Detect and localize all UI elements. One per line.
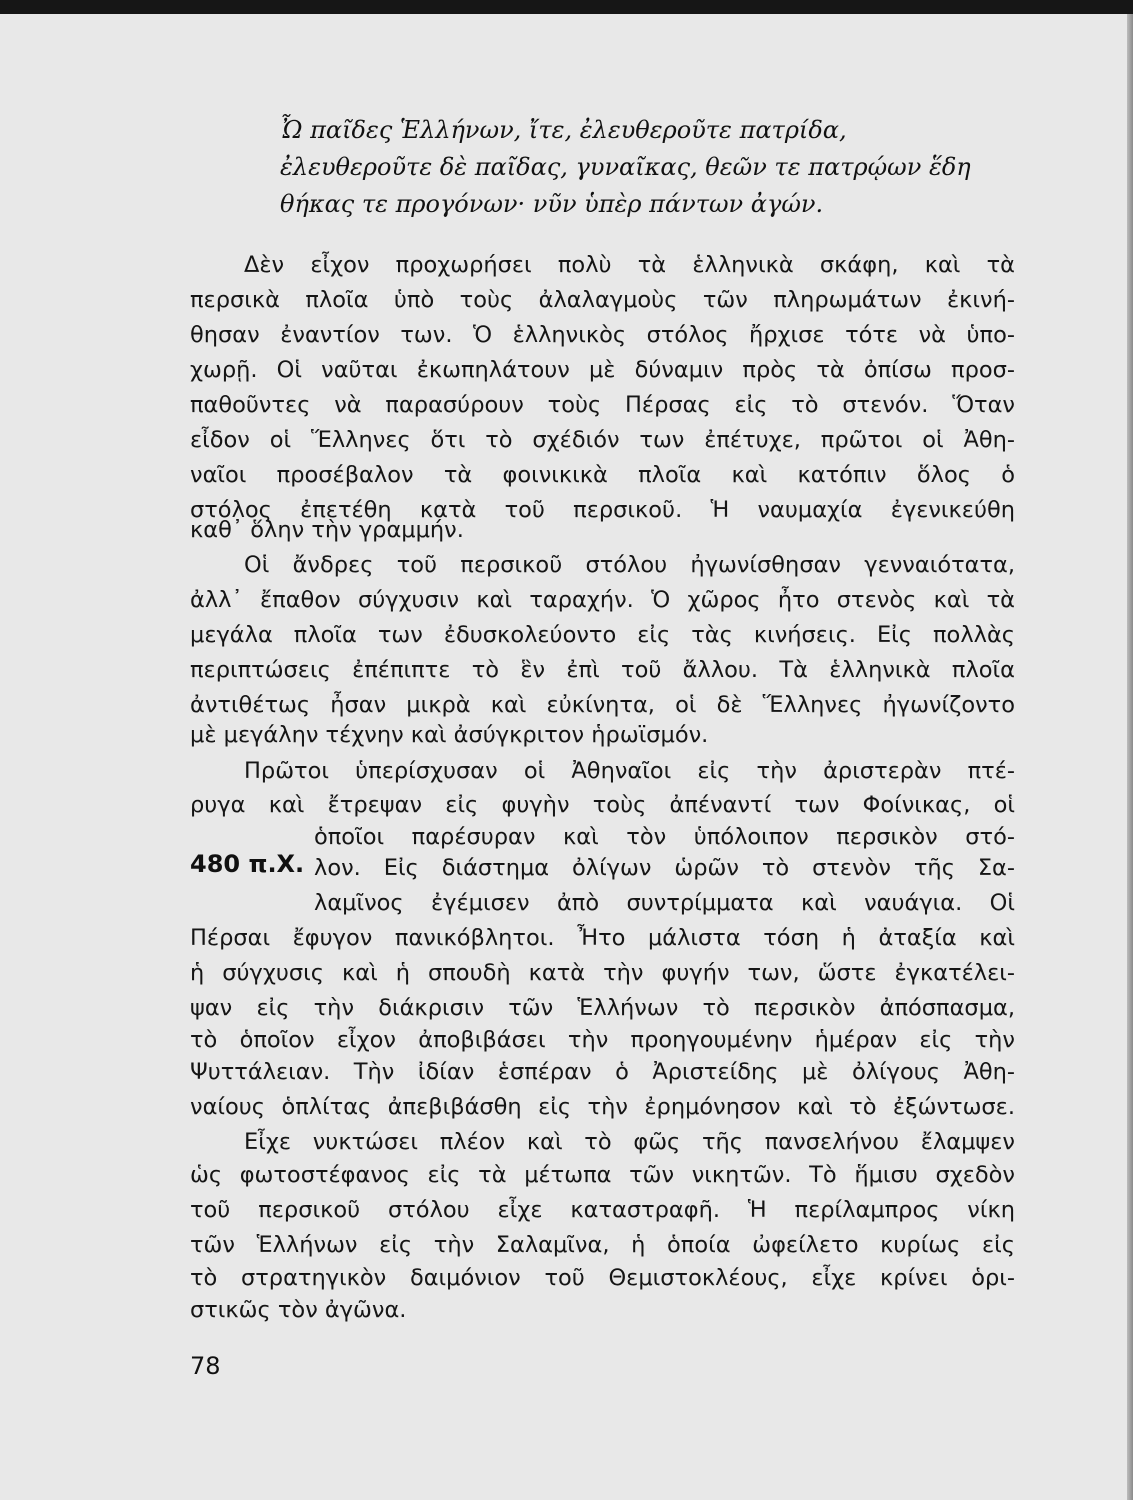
scan-top-border — [0, 0, 1133, 14]
text-line: στικῶς τὸν ἀγῶνα. — [190, 1297, 407, 1323]
margin-date-note: 480 π.Χ. — [190, 850, 305, 878]
text-line: ἀλλ᾽ ἔπαθον σύγχυσιν καὶ ταραχήν. Ὁ χῶρος ἦτο στενὸς καὶ τὰ — [190, 587, 1015, 613]
text-line: Ψυττάλειαν. Τὴν ἰδίαν ἑσπέραν ὁ Ἀριστείδης μὲ ὀλίγους Ἀθη- — [190, 1059, 1015, 1085]
text-line: Οἱ ἄνδρες τοῦ περσικοῦ στόλου ἠγωνίσθησαν γενναιότατα, — [244, 552, 1015, 578]
text-line: ἀντιθέτως ἦσαν μικρὰ καὶ εὐκίνητα, οἱ δὲ Ἕλληνες ἠγωνίζοντο — [190, 692, 1015, 718]
text-line: μὲ μεγάλην τέχνην καὶ ἀσύγκριτον ἡρωϊσμόν. — [190, 722, 709, 748]
text-line: Πέρσαι ἔφυγον πανικόβλητοι. Ἦτο μάλιστα τόση ἡ ἀταξία καὶ — [190, 925, 1015, 951]
quote-line: ἐλευθεροῦτε δὲ παῖδας, γυναῖκας, θεῶν τε πατρῴων ἕδη — [280, 153, 971, 181]
quote-line: θήκας τε προγόνων· νῦν ὑπὲρ πάντων ἀγών. — [280, 190, 824, 218]
text-line: περσικὰ πλοῖα ὑπὸ τοὺς ἀλαλαγμοὺς τῶν πληρωμάτων ἐκινή- — [190, 287, 1015, 313]
text-line: ναῖοι προσέβαλον τὰ φοινικικὰ πλοῖα καὶ κατόπιν ὅλος ὁ — [190, 462, 1015, 488]
page-number: 78 — [190, 1352, 221, 1380]
quote-line: Ὦ παῖδες Ἑλλήνων, ἴτε, ἐλευθεροῦτε πατρίδα, — [280, 116, 847, 144]
scan-right-edge — [1127, 14, 1133, 1500]
text-line: λαμῖνος ἐγέμισεν ἀπὸ συντρίμματα καὶ ναυάγια. Οἱ — [314, 890, 1015, 916]
text-line: ψαν εἰς τὴν διάκρισιν τῶν Ἑλλήνων τὸ περσικὸν ἀπόσπασμα, — [190, 995, 1015, 1021]
text-line: ναίους ὁπλίτας ἀπεβιβάσθη εἰς τὴν ἐρημόνησον καὶ τὸ ἐξώντωσε. — [190, 1094, 1015, 1120]
text-line: τοῦ περσικοῦ στόλου εἶχε καταστραφῆ. Ἡ περίλαμπρος νίκη — [190, 1197, 1015, 1223]
text-line: Δὲν εἶχον προχωρήσει πολὺ τὰ ἑλληνικὰ σκάφη, καὶ τὰ — [244, 252, 1015, 278]
text-line: Εἶχε νυκτώσει πλέον καὶ τὸ φῶς τῆς πανσελήνου ἔλαμψεν — [244, 1129, 1015, 1155]
text-line: καθ᾽ ὅλην τὴν γραμμήν. — [190, 517, 464, 543]
text-line: χωρῇ. Οἱ ναῦται ἐκωπηλάτουν μὲ δύναμιν πρὸς τὰ ὀπίσω προσ- — [190, 357, 1015, 383]
text-line: τῶν Ἑλλήνων εἰς τὴν Σαλαμῖνα, ἡ ὁποία ὠφείλετο κυρίως εἰς — [190, 1232, 1015, 1258]
text-line: λον. Εἰς διάστημα ὀλίγων ὡρῶν τὸ στενὸν τῆς Σα- — [314, 855, 1015, 881]
text-line: θησαν ἐναντίον των. Ὁ ἑλληνικὸς στόλος ἤρχισε τότε νὰ ὑπο- — [190, 322, 1015, 348]
text-line: μεγάλα πλοῖα των ἐδυσκολεύοντο εἰς τὰς κινήσεις. Εἰς πολλὰς — [190, 622, 1015, 648]
text-line: εἶδον οἱ Ἕλληνες ὅτι τὸ σχέδιόν των ἐπέτυχε, πρῶτοι οἱ Ἀθη- — [190, 427, 1015, 453]
text-line: τὸ ὁποῖον εἶχον ἀποβιβάσει τὴν προηγουμένην ἡμέραν εἰς τὴν — [190, 1027, 1015, 1053]
epigraph-quote — [280, 112, 970, 223]
text-line: ὁποῖοι παρέσυραν καὶ τὸν ὑπόλοιπον περσικὸν στό- — [314, 824, 1015, 850]
text-line: ρυγα καὶ ἔτρεψαν εἰς φυγὴν τοὺς ἀπέναντί των Φοίνικας, οἱ — [190, 792, 1015, 818]
text-line: ὡς φωτοστέφανος εἰς τὰ μέτωπα τῶν νικητῶν. Τὸ ἥμισυ σχεδὸν — [190, 1162, 1015, 1188]
text-line: στόλος ἐπετέθη κατὰ τοῦ περσικοῦ. Ἡ ναυμαχία ἐγενικεύθη — [190, 497, 1015, 523]
text-line: Πρῶτοι ὑπερίσχυσαν οἱ Ἀθηναῖοι εἰς τὴν ἀριστερὰν πτέ- — [244, 758, 1015, 784]
text-line: ἡ σύγχυσις καὶ ἡ σπουδὴ κατὰ τὴν φυγήν των, ὥστε ἐγκατέλει- — [190, 960, 1015, 986]
text-line: παθοῦντες νὰ παρασύρουν τοὺς Πέρσας εἰς τὸ στενόν. Ὅταν — [190, 392, 1015, 418]
text-line: περιπτώσεις ἐπέπιπτε τὸ ἓν ἐπὶ τοῦ ἄλλου. Τὰ ἑλληνικὰ πλοῖα — [190, 657, 1015, 683]
text-line: τὸ στρατηγικὸν δαιμόνιον τοῦ Θεμιστοκλέους, εἶχε κρίνει ὁρι- — [190, 1265, 1015, 1291]
